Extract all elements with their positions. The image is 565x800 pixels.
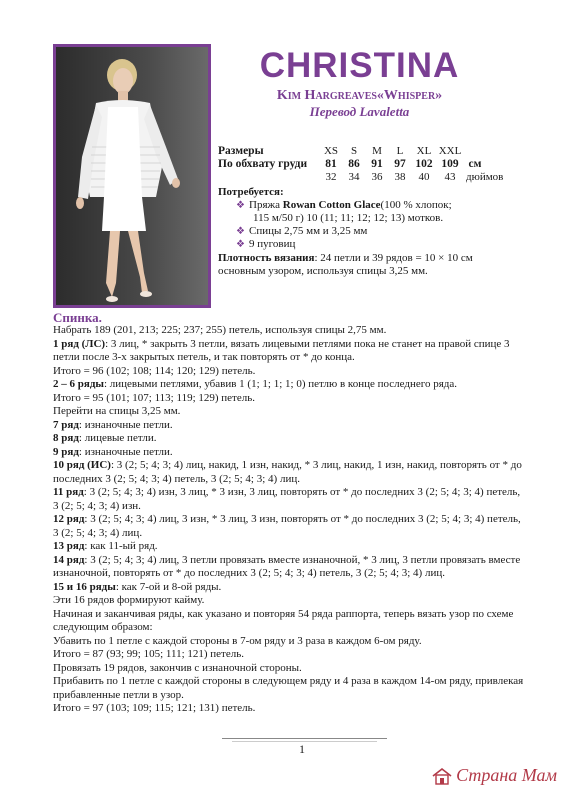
- size-name: L: [396, 145, 404, 157]
- instruction-line: [53, 392, 528, 406]
- diamond-bullet-icon: ❖: [236, 226, 245, 237]
- row-text: Итого = 97 (103; 109; 115; 121; 131) петель.: [53, 702, 256, 714]
- needles-text: Спицы 2,75 мм и 3,25 мм: [249, 225, 368, 237]
- instruction-line: [53, 446, 528, 460]
- instruction-line: [53, 419, 528, 433]
- row-label: 14 ряд: [53, 553, 85, 566]
- model-photo-illustration: [56, 47, 208, 305]
- chest-unit: см: [468, 158, 482, 170]
- chest-label: По обхвату груди: [218, 158, 308, 170]
- row-text: Провязать 19 рядов, закончив с изнаночной стороны.: [53, 661, 302, 674]
- chest-value: 102: [415, 158, 433, 170]
- size-name: XS: [323, 145, 339, 157]
- row-text: Набрать 189 (201, 213; 225; 237; 255) петель, используя спицы 2,75 мм.: [53, 324, 387, 336]
- translator-line: Перевод Lavaletta: [309, 104, 410, 119]
- inch-unit: дюймов: [466, 171, 504, 183]
- size-name: XL: [416, 145, 432, 157]
- row-text: : лицевые петли.: [78, 432, 157, 444]
- requirements-list: [218, 199, 518, 251]
- instruction-line: [53, 432, 528, 446]
- requirement-yarn: [236, 199, 518, 225]
- watermark: [431, 765, 557, 786]
- row-text: : лицевыми петлями, убавив 1 (1; 1; 1; 1; 0) петлю в конце последнего ряда.: [103, 378, 458, 390]
- instruction-line: [53, 365, 528, 379]
- size-name: S: [350, 145, 358, 157]
- row-label: 13 ряд: [53, 540, 85, 552]
- row-text: : как 11-ый ряд.: [84, 540, 158, 552]
- inch-value: 34: [348, 171, 360, 183]
- row-text: Убавить по 1 петле с каждой стороны в 7-ом ряду и 3 раза в каждом 6-ом ряду.: [53, 634, 422, 647]
- chest-value: 97: [394, 158, 406, 170]
- instruction-line: [53, 594, 528, 608]
- row-text: : как 7-ой и 8-ой ряды.: [115, 580, 222, 593]
- instruction-line: [53, 540, 528, 554]
- instruction-line: [53, 554, 528, 581]
- row-text: Перейти на спицы 3,25 мм.: [53, 405, 181, 417]
- inch-value: 40: [418, 171, 430, 183]
- watermark-text: Страна Мам: [456, 765, 557, 785]
- instruction-line: [53, 486, 528, 513]
- size-name: M: [372, 145, 382, 157]
- page-number: 1: [299, 742, 305, 756]
- chest-value: 81: [325, 158, 337, 170]
- instruction-line: [53, 675, 528, 702]
- row-text: Начиная и заканчивая ряды, как указано и повторяя 54 ряда раппорта, теперь вязать узор по схеме следующим образом:: [53, 607, 514, 633]
- row-label: 15 и 16 ряды: [53, 580, 116, 593]
- instruction-line: [53, 324, 528, 338]
- row-label: 8 ряд: [53, 432, 79, 444]
- model-photo: [53, 44, 211, 308]
- row-text: : 3 (2; 5; 4; 3; 4) изн, 3 лиц, * 3 изн, 3 лиц, повторять от * до последних 3 (2; 5; 4; 3; 4) петель, 3 (2; 5; 4; 3; 4) изн.: [53, 486, 521, 512]
- section-title: Спинка.: [53, 310, 102, 325]
- row-label: 12 ряд: [53, 513, 85, 525]
- row-label: 7 ряд: [53, 418, 79, 431]
- row-text: Эти 16 рядов формируют кайму.: [53, 594, 205, 606]
- yarn-line1: (100 % хлопок;: [380, 199, 452, 211]
- sizes-label: Размеры: [218, 145, 264, 157]
- instruction-line: [53, 513, 528, 540]
- inch-value: 32: [325, 171, 337, 183]
- pattern-title: CHRISTINA: [259, 46, 460, 85]
- row-label: 9 ряд: [53, 445, 79, 458]
- instruction-line: [53, 648, 528, 662]
- requirement-buttons: [236, 238, 518, 251]
- buttons-text: 9 пуговиц: [249, 238, 296, 250]
- yarn-prefix: Пряжа: [249, 199, 283, 211]
- instruction-line: [53, 405, 528, 419]
- instruction-line: [53, 608, 528, 635]
- row-text: : 3 лиц, * закрыть 3 петли, вязать лицевыми петлями пока не станет на правой спице 3 петли после 3-х закрытых петель, и так повторять от * до конца.: [53, 337, 510, 363]
- row-text: : 3 (2; 5; 4; 3; 4) лиц, 3 петли провязать вместе изнаночной, * 3 лиц, 3 петли провязать вместе изнаночной, повторять от * до последних 3 (2; 5; 4; 3; 4) петель, 3 (2; 5; 4; 3; 4) лиц.: [53, 553, 521, 579]
- instructions-body: [53, 324, 528, 716]
- row-text: : изнаночные петли.: [78, 418, 173, 431]
- row-text: : изнаночные петли.: [78, 445, 173, 458]
- diamond-bullet-icon: ❖: [236, 200, 245, 211]
- row-text: Прибавить по 1 петле с каждой стороны в следующем ряду и 4 раза в каждом 14-ом ряду, привлекая прибавленные петли в узор.: [53, 675, 524, 701]
- chest-value: 109: [441, 158, 459, 170]
- row-label: 10 ряд (ИС): [53, 459, 111, 471]
- inch-value: 43: [444, 171, 456, 183]
- yarn-name: Rowan Cotton Glace: [282, 199, 381, 211]
- yarn-line2: 115 м/50 г) 10 (11; 11; 12; 12; 13) мотков.: [253, 212, 444, 224]
- row-label: 2 – 6 ряды: [53, 378, 104, 390]
- row-text: Итого = 96 (102; 108; 114; 120; 129) петель.: [53, 364, 256, 377]
- gauge-label: Плотность вязания: [218, 252, 315, 264]
- size-name: XXL: [438, 145, 462, 157]
- row-label: 1 ряд (ЛС): [53, 337, 106, 350]
- instruction-line: [53, 702, 528, 716]
- row-text: Итого = 87 (93; 99; 105; 111; 121) петель.: [53, 648, 244, 660]
- gauge-text: : 24 петли и 39 рядов = 10 × 10 см основным узором, используя спицы 3,25 мм.: [218, 252, 473, 277]
- requirements-heading: Потребуется:: [218, 186, 284, 198]
- row-text: : 3 (2; 5; 4; 3; 4) лиц, 3 изн, * 3 лиц, 3 изн, повторять от * до последних 3 (2; 5; 4; 3; 4) петель, 3 (2; 5; 4; 3; 4) лиц.: [53, 513, 521, 539]
- designer-line: Kim Hargreaves«Whisper»: [276, 88, 443, 103]
- requirement-needles: [236, 225, 518, 238]
- row-label: 11 ряд: [53, 486, 84, 498]
- instruction-line: [53, 378, 528, 392]
- chest-value: 86: [348, 158, 360, 170]
- inch-value: 38: [394, 171, 406, 183]
- house-icon: [431, 767, 453, 785]
- instruction-line: [53, 459, 528, 486]
- diamond-bullet-icon: ❖: [236, 239, 245, 250]
- instruction-line: [53, 338, 528, 365]
- gauge-block: [218, 252, 518, 278]
- footer-divider: [222, 738, 387, 739]
- chest-value: 91: [371, 158, 383, 170]
- row-text: : 3 (2; 5; 4; 3; 4) лиц, накид, 1 изн, накид, * 3 лиц, накид, 1 изн, накид, повторять от * до последних 3 (2; 5; 4; 3; 4) петель, 3 (2; 5; 4; 3; 4) лиц.: [53, 459, 522, 485]
- instruction-line: [53, 662, 528, 676]
- requirements-block: [218, 186, 518, 251]
- instruction-line: [53, 581, 528, 595]
- instruction-line: [53, 635, 528, 649]
- inch-value: 36: [371, 171, 383, 183]
- row-text: Итого = 95 (101; 107; 113; 119; 129) петель.: [53, 391, 255, 404]
